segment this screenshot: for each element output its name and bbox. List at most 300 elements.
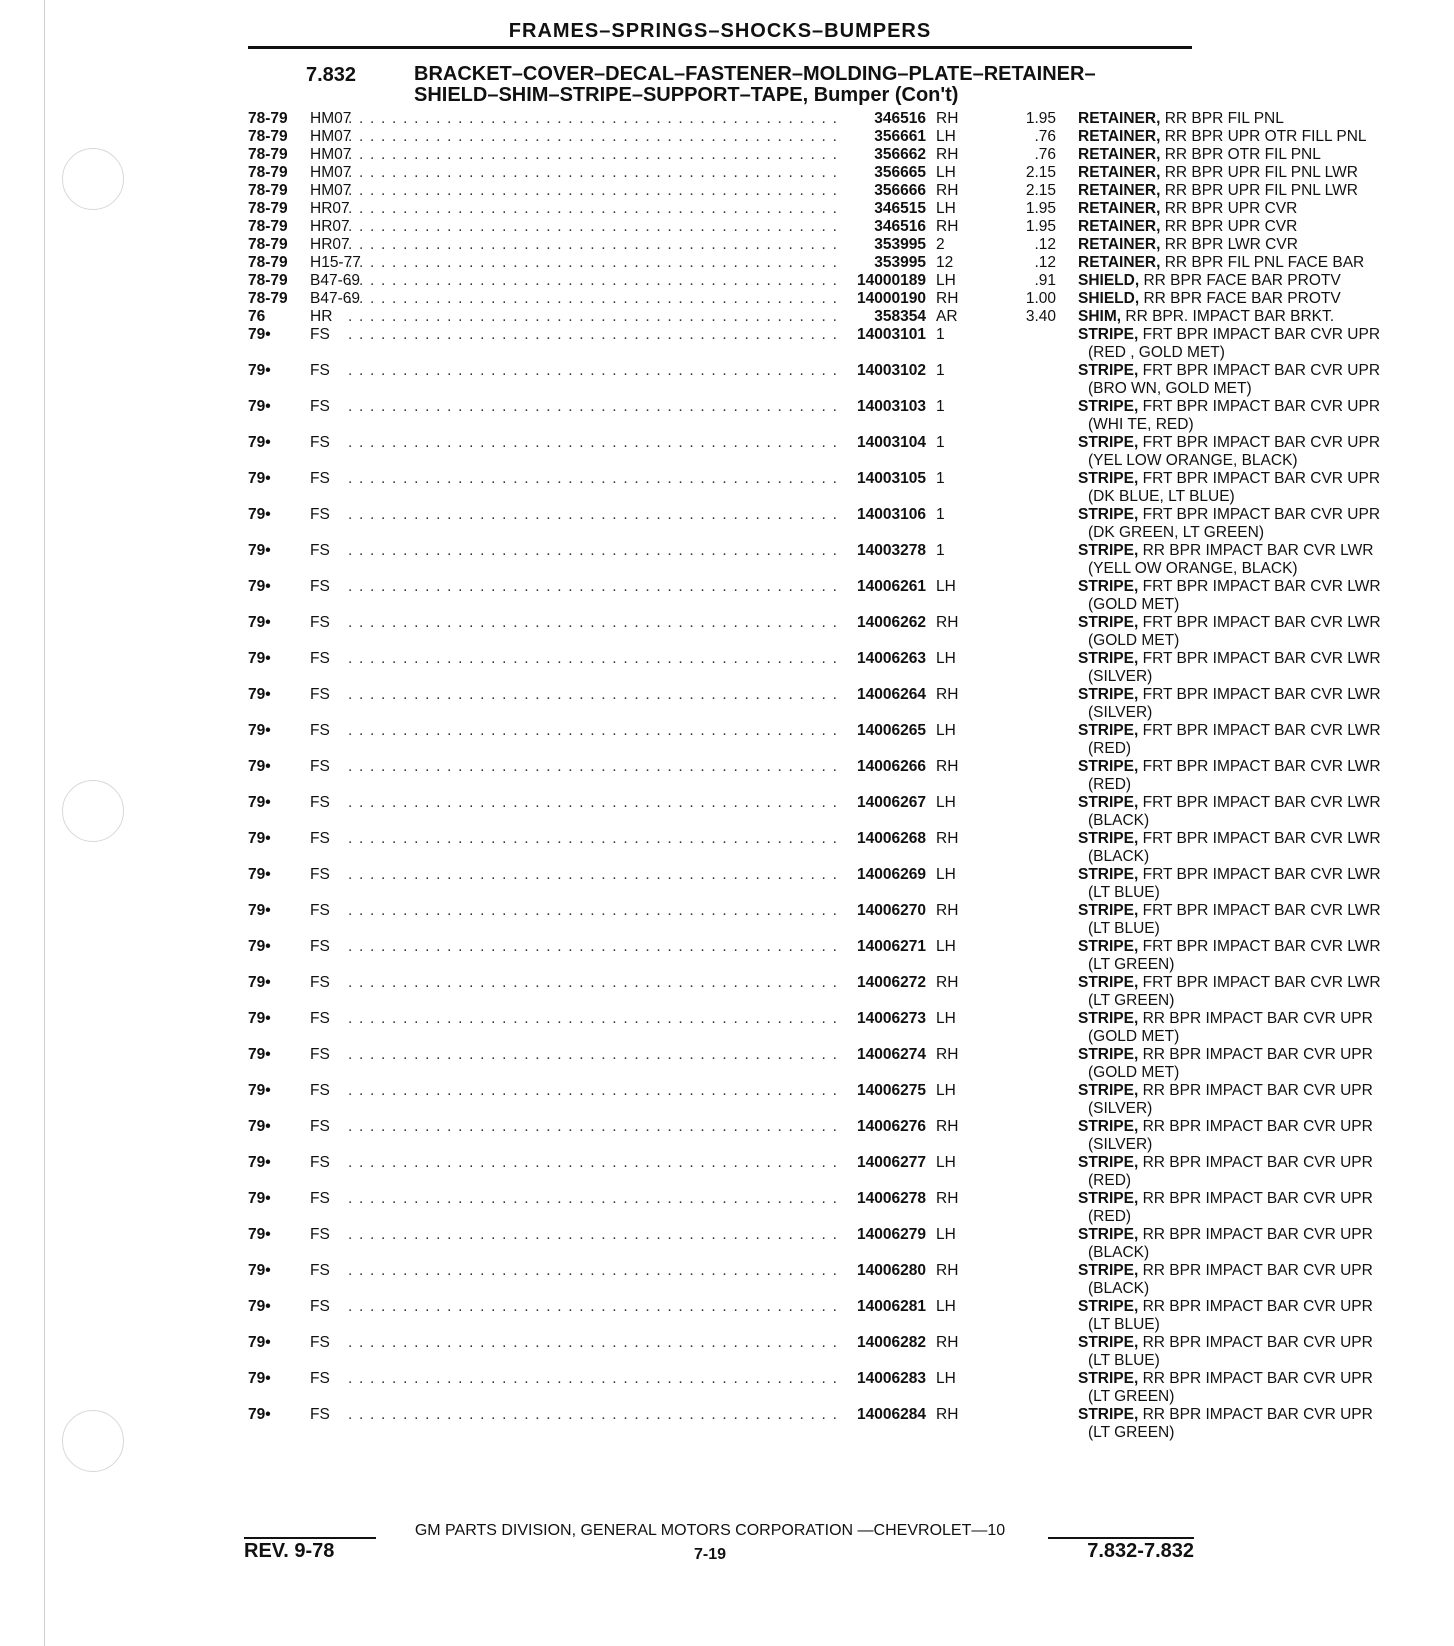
part-number: 14006277 bbox=[857, 1154, 926, 1171]
part-type: STRIPE, bbox=[1078, 362, 1139, 379]
part-detail: FRT BPR IMPACT BAR CVR LWR bbox=[1138, 830, 1381, 847]
part-number: 14006265 bbox=[857, 722, 926, 739]
leader-dots: . . . . . . . . . . . . . . . . . . . . . . . . . . . . . . . . . . . . . . . . . . . . . bbox=[348, 1334, 839, 1351]
table-row bbox=[248, 182, 1358, 200]
part-type: STRIPE, bbox=[1078, 398, 1139, 415]
table-row bbox=[248, 200, 1298, 218]
table-row bbox=[248, 146, 1321, 164]
part-color: (SILVER) bbox=[1088, 704, 1153, 721]
part-description bbox=[1078, 128, 1444, 146]
table-row bbox=[248, 398, 1381, 434]
model-year: 78-79 bbox=[248, 218, 288, 235]
section-title-line-1: BRACKET–COVER–DECAL–FASTENER–MOLDING–PLATE–RETAINER– bbox=[414, 63, 1096, 85]
part-type: STRIPE, bbox=[1078, 758, 1139, 775]
table-row bbox=[248, 1406, 1373, 1442]
price: 1.95 bbox=[1025, 110, 1056, 127]
table-row bbox=[248, 974, 1381, 1010]
part-description bbox=[1078, 1334, 1444, 1352]
quantity: LH bbox=[936, 1298, 956, 1315]
part-number: 14006273 bbox=[857, 1010, 926, 1027]
table-row bbox=[248, 1370, 1373, 1406]
price: 1.95 bbox=[1025, 218, 1056, 235]
part-detail: RR BPR IMPACT BAR CVR UPR bbox=[1138, 1154, 1373, 1171]
part-detail: FRT BPR IMPACT BAR CVR UPR bbox=[1138, 506, 1381, 523]
part-number: 14006283 bbox=[857, 1370, 926, 1387]
model-year: 78-79 bbox=[248, 110, 288, 127]
part-number: 14003101 bbox=[857, 326, 926, 343]
part-number: 14006270 bbox=[857, 902, 926, 919]
part-number: 356665 bbox=[874, 164, 926, 181]
price: .12 bbox=[1034, 236, 1056, 253]
footer-publisher: GM PARTS DIVISION, GENERAL MOTORS CORPORATION —CHEVROLET—10 bbox=[414, 1522, 1006, 1539]
part-type: STRIPE, bbox=[1078, 434, 1139, 451]
price: .12 bbox=[1034, 254, 1056, 271]
model-year: 79• bbox=[248, 866, 271, 883]
model-year: 79• bbox=[248, 1046, 271, 1063]
leader-dots: . . . . . . . . . . . . . . . . . . . . . . . . . . . . . . . . . . . . . . . . . . . . . bbox=[348, 434, 839, 451]
leader-dots: . . . . . . . . . . . . . . . . . . . . . . . . . . . . . . . . . . . . . . . . . . . . . bbox=[348, 902, 839, 919]
model-year: 79• bbox=[248, 1370, 271, 1387]
part-number: 346516 bbox=[874, 110, 926, 127]
section-number: 7.832 bbox=[306, 64, 357, 86]
quantity: LH bbox=[936, 722, 956, 739]
part-description bbox=[1078, 866, 1444, 884]
model-year: 76 bbox=[248, 308, 266, 325]
table-row bbox=[248, 866, 1381, 902]
part-description bbox=[1078, 1226, 1444, 1244]
part-detail: RR BPR IMPACT BAR CVR UPR bbox=[1138, 1046, 1373, 1063]
part-type: STRIPE, bbox=[1078, 686, 1139, 703]
part-type: RETAINER, bbox=[1078, 236, 1161, 253]
part-number: 14006267 bbox=[857, 794, 926, 811]
part-type: STRIPE, bbox=[1078, 1190, 1139, 1207]
quantity: RH bbox=[936, 830, 959, 847]
table-row bbox=[248, 128, 1367, 146]
leader-dots: . . . . . . . . . . . . . . . . . . . . . . . . . . . . . . . . . . . . . . . . . . . . . bbox=[348, 182, 839, 199]
part-detail: FRT BPR IMPACT BAR CVR LWR bbox=[1138, 758, 1381, 775]
leader-dots: . . . . . . . . . . . . . . . . . . . . . . . . . . . . . . . . . . . . . . . . . . . . . bbox=[348, 578, 839, 595]
part-type: RETAINER, bbox=[1078, 218, 1161, 235]
part-color: (BLACK) bbox=[1088, 812, 1150, 829]
part-type: STRIPE, bbox=[1078, 722, 1139, 739]
model-year: 78-79 bbox=[248, 290, 288, 307]
part-detail: RR BPR UPR FIL PNL LWR bbox=[1160, 164, 1358, 181]
model-year: 79• bbox=[248, 470, 271, 487]
quantity: LH bbox=[936, 128, 956, 145]
quantity: LH bbox=[936, 650, 956, 667]
quantity: LH bbox=[936, 1226, 956, 1243]
part-description bbox=[1078, 182, 1444, 200]
part-description bbox=[1078, 290, 1444, 308]
part-number: 358354 bbox=[874, 308, 926, 325]
leader-dots: . . . . . . . . . . . . . . . . . . . . . . . . . . . . . . . . . . . . . . . . . . . . . bbox=[348, 1082, 839, 1099]
part-number: 356666 bbox=[874, 182, 926, 199]
part-detail: FRT BPR IMPACT BAR CVR LWR bbox=[1138, 974, 1381, 991]
price: .76 bbox=[1034, 146, 1056, 163]
footer-section-range: 7.832-7.832 bbox=[1087, 1540, 1194, 1562]
table-row bbox=[248, 578, 1381, 614]
part-description bbox=[1078, 164, 1444, 182]
part-number: 14006269 bbox=[857, 866, 926, 883]
model-year: 79• bbox=[248, 1334, 271, 1351]
leader-dots: . . . . . . . . . . . . . . . . . . . . . . . . . . . . . . . . . . . . . . . . . . . . . bbox=[348, 254, 839, 271]
model-year: 78-79 bbox=[248, 254, 288, 271]
part-color: (LT BLUE) bbox=[1088, 1316, 1160, 1333]
table-row bbox=[248, 1046, 1373, 1082]
part-description bbox=[1078, 200, 1444, 218]
model-code: FS bbox=[310, 902, 330, 919]
model-year: 78-79 bbox=[248, 164, 288, 181]
part-color: (YEL LOW ORANGE, BLACK) bbox=[1088, 452, 1298, 469]
part-number: 14006276 bbox=[857, 1118, 926, 1135]
part-detail: FRT BPR IMPACT BAR CVR UPR bbox=[1138, 398, 1381, 415]
quantity: 1 bbox=[936, 398, 945, 415]
quantity: RH bbox=[936, 1046, 959, 1063]
model-code: HM07 bbox=[310, 146, 352, 163]
model-code: FS bbox=[310, 1298, 330, 1315]
model-year: 79• bbox=[248, 1154, 271, 1171]
quantity: RH bbox=[936, 1190, 959, 1207]
part-color: (LT BLUE) bbox=[1088, 1352, 1160, 1369]
part-color: (SILVER) bbox=[1088, 668, 1153, 685]
part-detail: FRT BPR IMPACT BAR CVR UPR bbox=[1138, 470, 1381, 487]
leader-dots: . . . . . . . . . . . . . . . . . . . . . . . . . . . . . . . . . . . . . . . . . . . . . bbox=[348, 758, 839, 775]
part-type: STRIPE, bbox=[1078, 506, 1139, 523]
model-code: FS bbox=[310, 938, 330, 955]
part-number: 346515 bbox=[874, 200, 926, 217]
table-row bbox=[248, 326, 1381, 362]
part-type: RETAINER, bbox=[1078, 110, 1161, 127]
model-year: 79• bbox=[248, 362, 271, 379]
part-number: 14006271 bbox=[857, 938, 926, 955]
leader-dots: . . . . . . . . . . . . . . . . . . . . . . . . . . . . . . . . . . . . . . . . . . . . . bbox=[348, 974, 839, 991]
part-description bbox=[1078, 758, 1444, 776]
part-color: (GOLD MET) bbox=[1088, 1028, 1180, 1045]
quantity: RH bbox=[936, 1406, 959, 1423]
part-type: RETAINER, bbox=[1078, 254, 1161, 271]
model-code: FS bbox=[310, 506, 330, 523]
part-description bbox=[1078, 974, 1444, 992]
table-row bbox=[248, 308, 1335, 326]
part-description bbox=[1078, 686, 1444, 704]
punch-hole bbox=[62, 780, 124, 842]
table-row bbox=[248, 1082, 1373, 1118]
leader-dots: . . . . . . . . . . . . . . . . . . . . . . . . . . . . . . . . . . . . . . . . . . . . . bbox=[348, 866, 839, 883]
part-description bbox=[1078, 578, 1444, 596]
part-description bbox=[1078, 218, 1444, 236]
leader-dots: . . . . . . . . . . . . . . . . . . . . . . . . . . . . . . . . . . . . . . . . . . . . . bbox=[348, 1298, 839, 1315]
model-code: FS bbox=[310, 650, 330, 667]
model-code: FS bbox=[310, 974, 330, 991]
part-type: STRIPE, bbox=[1078, 938, 1139, 955]
model-year: 79• bbox=[248, 686, 271, 703]
part-type: RETAINER, bbox=[1078, 146, 1161, 163]
part-type: RETAINER, bbox=[1078, 182, 1161, 199]
part-description bbox=[1078, 1190, 1444, 1208]
table-row bbox=[248, 470, 1381, 506]
leader-dots: . . . . . . . . . . . . . . . . . . . . . . . . . . . . . . . . . . . . . . . . . . . . . bbox=[348, 722, 839, 739]
part-description bbox=[1078, 1082, 1444, 1100]
table-row bbox=[248, 686, 1381, 722]
part-number: 14006284 bbox=[857, 1406, 926, 1423]
part-number: 14003104 bbox=[857, 434, 926, 451]
quantity: LH bbox=[936, 164, 956, 181]
part-color: (LT GREEN) bbox=[1088, 992, 1175, 1009]
part-type: STRIPE, bbox=[1078, 1118, 1139, 1135]
part-color: (GOLD MET) bbox=[1088, 1064, 1180, 1081]
part-type: STRIPE, bbox=[1078, 1298, 1139, 1315]
part-detail: FRT BPR IMPACT BAR CVR LWR bbox=[1138, 686, 1381, 703]
model-year: 79• bbox=[248, 578, 271, 595]
table-row bbox=[248, 1334, 1373, 1370]
model-code: FS bbox=[310, 866, 330, 883]
model-year: 79• bbox=[248, 1298, 271, 1315]
model-year: 79• bbox=[248, 650, 271, 667]
part-color: (BRO WN, GOLD MET) bbox=[1088, 380, 1252, 397]
table-row bbox=[248, 902, 1381, 938]
quantity: AR bbox=[936, 308, 958, 325]
model-code: FS bbox=[310, 1046, 330, 1063]
part-type: STRIPE, bbox=[1078, 1406, 1139, 1423]
quantity: RH bbox=[936, 218, 959, 235]
leader-dots: . . . . . . . . . . . . . . . . . . . . . . . . . . . . . . . . . . . . . . . . . . . . . bbox=[348, 308, 839, 325]
model-code: FS bbox=[310, 794, 330, 811]
table-row bbox=[248, 830, 1381, 866]
table-row bbox=[248, 110, 1284, 128]
model-year: 79• bbox=[248, 434, 271, 451]
quantity: LH bbox=[936, 272, 956, 289]
part-color: (SILVER) bbox=[1088, 1100, 1153, 1117]
part-detail: FRT BPR IMPACT BAR CVR LWR bbox=[1138, 722, 1381, 739]
table-row bbox=[248, 506, 1381, 542]
part-detail: RR BPR. IMPACT BAR BRKT. bbox=[1121, 308, 1335, 325]
table-row bbox=[248, 1154, 1373, 1190]
leader-dots: . . . . . . . . . . . . . . . . . . . . . . . . . . . . . . . . . . . . . . . . . . . . . bbox=[348, 614, 839, 631]
model-code: FS bbox=[310, 434, 330, 451]
leader-dots: . . . . . . . . . . . . . . . . . . . . . . . . . . . . . . . . . . . . . . . . . . . . . bbox=[348, 650, 839, 667]
part-detail: RR BPR IMPACT BAR CVR LWR bbox=[1138, 542, 1374, 559]
leader-dots: . . . . . . . . . . . . . . . . . . . . . . . . . . . . . . . . . . . . . . . . . . . . . bbox=[348, 110, 839, 127]
part-description bbox=[1078, 146, 1444, 164]
table-row bbox=[248, 290, 1341, 308]
quantity: 1 bbox=[936, 434, 945, 451]
quantity: RH bbox=[936, 110, 959, 127]
part-number: 14000189 bbox=[857, 272, 926, 289]
section-title bbox=[414, 64, 1174, 106]
leader-dots: . . . . . . . . . . . . . . . . . . . . . . . . . . . . . . . . . . . . . . . . . . . . . bbox=[348, 938, 839, 955]
part-description bbox=[1078, 614, 1444, 632]
quantity: LH bbox=[936, 200, 956, 217]
part-color: (LT GREEN) bbox=[1088, 1424, 1175, 1441]
part-detail: RR BPR IMPACT BAR CVR UPR bbox=[1138, 1010, 1373, 1027]
binder-edge bbox=[44, 0, 45, 1646]
part-number: 14006279 bbox=[857, 1226, 926, 1243]
model-year: 79• bbox=[248, 830, 271, 847]
part-detail: RR BPR IMPACT BAR CVR UPR bbox=[1138, 1226, 1373, 1243]
part-color: (BLACK) bbox=[1088, 1244, 1150, 1261]
part-color: (WHI TE, RED) bbox=[1088, 416, 1194, 433]
price: .91 bbox=[1034, 272, 1056, 289]
leader-dots: . . . . . . . . . . . . . . . . . . . . . . . . . . . . . . . . . . . . . . . . . . . . . bbox=[348, 1262, 839, 1279]
part-description bbox=[1078, 110, 1444, 128]
part-description bbox=[1078, 650, 1444, 668]
part-description bbox=[1078, 1046, 1444, 1064]
part-type: STRIPE, bbox=[1078, 1334, 1139, 1351]
part-description bbox=[1078, 830, 1444, 848]
part-type: STRIPE, bbox=[1078, 1262, 1139, 1279]
part-description bbox=[1078, 1118, 1444, 1136]
part-type: STRIPE, bbox=[1078, 1370, 1139, 1387]
model-year: 79• bbox=[248, 722, 271, 739]
leader-dots: . . . . . . . . . . . . . . . . . . . . . . . . . . . . . . . . . . . . . . . . . . . . . bbox=[348, 164, 839, 181]
part-number: 14003278 bbox=[857, 542, 926, 559]
part-number: 14000190 bbox=[857, 290, 926, 307]
part-description bbox=[1078, 506, 1444, 524]
part-number: 14006275 bbox=[857, 1082, 926, 1099]
model-code: HM07 bbox=[310, 110, 352, 127]
part-description bbox=[1078, 326, 1444, 344]
quantity: 1 bbox=[936, 326, 945, 343]
model-code: FS bbox=[310, 398, 330, 415]
model-code: FS bbox=[310, 1118, 330, 1135]
part-type: STRIPE, bbox=[1078, 974, 1139, 991]
table-row bbox=[248, 272, 1341, 290]
model-year: 79• bbox=[248, 614, 271, 631]
model-year: 79• bbox=[248, 1118, 271, 1135]
part-number: 346516 bbox=[874, 218, 926, 235]
leader-dots: . . . . . . . . . . . . . . . . . . . . . . . . . . . . . . . . . . . . . . . . . . . . . bbox=[348, 326, 839, 343]
footer-revision: REV. 9-78 bbox=[244, 1540, 335, 1562]
model-year: 78-79 bbox=[248, 200, 288, 217]
part-description bbox=[1078, 902, 1444, 920]
part-detail: RR BPR FIL PNL FACE BAR bbox=[1160, 254, 1365, 271]
model-year: 78-79 bbox=[248, 128, 288, 145]
part-description bbox=[1078, 1262, 1444, 1280]
part-description bbox=[1078, 794, 1444, 812]
quantity: LH bbox=[936, 1370, 956, 1387]
quantity: LH bbox=[936, 1082, 956, 1099]
part-color: (LT BLUE) bbox=[1088, 884, 1160, 901]
table-row bbox=[248, 1118, 1373, 1154]
part-color: (GOLD MET) bbox=[1088, 596, 1180, 613]
model-code: FS bbox=[310, 362, 330, 379]
part-detail: RR BPR UPR CVR bbox=[1160, 200, 1298, 217]
quantity: LH bbox=[936, 866, 956, 883]
model-year: 79• bbox=[248, 326, 271, 343]
table-row bbox=[248, 236, 1298, 254]
leader-dots: . . . . . . . . . . . . . . . . . . . . . . . . . . . . . . . . . . . . . . . . . . . . . bbox=[348, 128, 839, 145]
model-code: B47-69 bbox=[310, 290, 360, 307]
part-description bbox=[1078, 362, 1444, 380]
part-number: 14006282 bbox=[857, 1334, 926, 1351]
leader-dots: . . . . . . . . . . . . . . . . . . . . . . . . . . . . . . . . . . . . . . . . . . . . . bbox=[348, 236, 839, 253]
quantity: 1 bbox=[936, 542, 945, 559]
running-head: FRAMES–SPRINGS–SHOCKS–BUMPERS bbox=[508, 20, 932, 42]
model-year: 79• bbox=[248, 542, 271, 559]
part-color: (BLACK) bbox=[1088, 848, 1150, 865]
model-year: 78-79 bbox=[248, 146, 288, 163]
model-year: 79• bbox=[248, 1190, 271, 1207]
part-color: (BLACK) bbox=[1088, 1280, 1150, 1297]
model-code: FS bbox=[310, 1334, 330, 1351]
part-type: SHIM, bbox=[1078, 308, 1122, 325]
table-row bbox=[248, 542, 1374, 578]
part-description bbox=[1078, 1406, 1444, 1424]
part-type: STRIPE, bbox=[1078, 1010, 1139, 1027]
model-code: FS bbox=[310, 614, 330, 631]
part-detail: FRT BPR IMPACT BAR CVR LWR bbox=[1138, 794, 1381, 811]
part-detail: RR BPR IMPACT BAR CVR UPR bbox=[1138, 1334, 1373, 1351]
part-detail: RR BPR FACE BAR PROTV bbox=[1139, 290, 1341, 307]
part-detail: RR BPR IMPACT BAR CVR UPR bbox=[1138, 1298, 1373, 1315]
part-type: STRIPE, bbox=[1078, 650, 1139, 667]
part-type: STRIPE, bbox=[1078, 830, 1139, 847]
part-detail: RR BPR OTR FIL PNL bbox=[1160, 146, 1321, 163]
model-year: 79• bbox=[248, 1082, 271, 1099]
part-number: 14006262 bbox=[857, 614, 926, 631]
model-year: 79• bbox=[248, 1262, 271, 1279]
model-code: HM07 bbox=[310, 182, 352, 199]
part-color: (DK BLUE, LT BLUE) bbox=[1088, 488, 1235, 505]
part-description bbox=[1078, 1154, 1444, 1172]
part-description bbox=[1078, 1298, 1444, 1316]
quantity: 1 bbox=[936, 506, 945, 523]
part-color: (YELL OW ORANGE, BLACK) bbox=[1088, 560, 1298, 577]
part-number: 353995 bbox=[874, 254, 926, 271]
model-year: 79• bbox=[248, 938, 271, 955]
quantity: LH bbox=[936, 794, 956, 811]
quantity: LH bbox=[936, 938, 956, 955]
part-detail: RR BPR LWR CVR bbox=[1160, 236, 1298, 253]
leader-dots: . . . . . . . . . . . . . . . . . . . . . . . . . . . . . . . . . . . . . . . . . . . . . bbox=[348, 542, 839, 559]
model-year: 78-79 bbox=[248, 182, 288, 199]
part-type: RETAINER, bbox=[1078, 164, 1161, 181]
part-detail: RR BPR FACE BAR PROTV bbox=[1139, 272, 1341, 289]
table-row bbox=[248, 164, 1358, 182]
leader-dots: . . . . . . . . . . . . . . . . . . . . . . . . . . . . . . . . . . . . . . . . . . . . . bbox=[348, 290, 839, 307]
table-row bbox=[248, 254, 1365, 272]
part-type: STRIPE, bbox=[1078, 1226, 1139, 1243]
table-row bbox=[248, 1298, 1373, 1334]
table-row bbox=[248, 1010, 1373, 1046]
part-detail: FRT BPR IMPACT BAR CVR LWR bbox=[1138, 938, 1381, 955]
part-type: RETAINER, bbox=[1078, 128, 1161, 145]
table-row bbox=[248, 938, 1381, 974]
part-description bbox=[1078, 1370, 1444, 1388]
table-row bbox=[248, 1226, 1373, 1262]
part-type: STRIPE, bbox=[1078, 578, 1139, 595]
leader-dots: . . . . . . . . . . . . . . . . . . . . . . . . . . . . . . . . . . . . . . . . . . . . . bbox=[348, 218, 839, 235]
part-detail: FRT BPR IMPACT BAR CVR LWR bbox=[1138, 902, 1381, 919]
quantity: 12 bbox=[936, 254, 954, 271]
part-detail: FRT BPR IMPACT BAR CVR UPR bbox=[1138, 326, 1381, 343]
model-code: HR bbox=[310, 308, 333, 325]
part-type: STRIPE, bbox=[1078, 614, 1139, 631]
part-color: (LT GREEN) bbox=[1088, 1388, 1175, 1405]
table-row bbox=[248, 794, 1381, 830]
model-year: 79• bbox=[248, 758, 271, 775]
part-description bbox=[1078, 272, 1444, 290]
section-title-line-2: SHIELD–SHIM–STRIPE–SUPPORT–TAPE, Bumper (Con't) bbox=[414, 84, 959, 106]
model-code: FS bbox=[310, 686, 330, 703]
model-year: 79• bbox=[248, 794, 271, 811]
quantity: 1 bbox=[936, 362, 945, 379]
model-code: FS bbox=[310, 1226, 330, 1243]
table-row bbox=[248, 758, 1381, 794]
part-color: (RED) bbox=[1088, 740, 1132, 757]
leader-dots: . . . . . . . . . . . . . . . . . . . . . . . . . . . . . . . . . . . . . . . . . . . . . bbox=[348, 1010, 839, 1027]
part-type: STRIPE, bbox=[1078, 326, 1139, 343]
